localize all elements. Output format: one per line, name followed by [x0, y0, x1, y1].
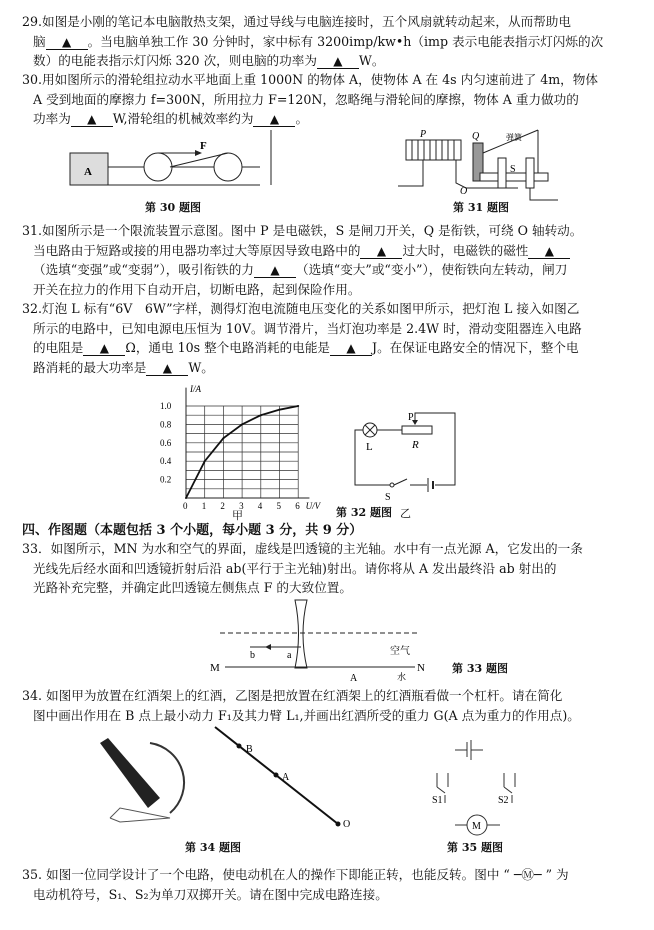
m-label: M [210, 662, 220, 674]
question-line [33, 559, 556, 578]
answer-blank[interactable]: ▲ [330, 341, 372, 356]
x-tick-label: 1 [201, 501, 207, 511]
x-tick-label: 6 [295, 501, 300, 511]
spring-label: 弹簧 [506, 133, 522, 142]
figure-35-circuit [430, 735, 530, 835]
question-line [33, 32, 603, 51]
question-text: 所示的电路中，已知电源电压恒为 10V。调节滑片，当灯泡功率是 2.4W 时，滑动变阻器连入电路 [33, 320, 582, 336]
point-a-label: A [282, 772, 290, 783]
question-text: 图中画出作用在 B 点上最小动力 F₁及其力臂 L₁,并画出红酒所受的重力 G(A 点为重力的作用点)。 [33, 707, 580, 723]
figure-30-pulley [70, 135, 240, 200]
point-o-label: O [343, 819, 351, 830]
q-label: Q [472, 131, 480, 142]
question-text: W。 [188, 359, 214, 375]
answer-blank[interactable]: ▲ [254, 263, 296, 278]
question-text: 路消耗的最大功率是 [33, 359, 147, 375]
y-axis-label: I/A [190, 384, 201, 395]
figure-31-current-limiter [398, 128, 558, 200]
figure-31-caption: 第 31 题图 [453, 201, 509, 214]
answer-blank[interactable]: ▲ [317, 54, 359, 69]
question-line [22, 686, 562, 705]
x-tick-label: 3 [239, 501, 244, 511]
figure-32-caption: 第 32 题图 [336, 506, 392, 519]
s-label: S [510, 164, 516, 175]
question-text: 的电阻是 [33, 340, 84, 355]
figure-34-caption: 第 34 题图 [185, 841, 241, 854]
question-text: 30.用如图所示的滑轮组拉动水平地面上重 1000N 的物体 A，使物体 A 在 4s 内匀速前进了 4m，物体 [22, 72, 598, 87]
iu-chart [160, 385, 330, 515]
data-point [185, 497, 187, 499]
figure-33-lens [205, 600, 435, 685]
question-text: 功率为 [33, 111, 71, 126]
water-label: 水 [397, 672, 407, 682]
question-line [22, 221, 582, 240]
question-text: 33．如图所示，MN 为水和空气的界面，虚线是凹透镜的主光轴。水中有一点光源 A，它发出的一条 [22, 541, 583, 556]
question-line [33, 109, 308, 128]
answer-blank[interactable]: ▲ [360, 244, 402, 259]
answer-blank[interactable]: ▲ [146, 361, 188, 376]
question-text: A 受到地面的摩擦力 f=300N，所用拉力 F=120N，忽略绳与滑轮间的摩擦，物体 A 重力做功的 [33, 91, 579, 107]
question-line [22, 12, 571, 31]
a-label: a [287, 650, 292, 661]
slider-label: P [408, 412, 414, 423]
chart-jia-label: 甲 [232, 509, 243, 522]
y-tick-label: 1.0 [160, 401, 172, 411]
data-point [241, 423, 243, 425]
data-point [222, 437, 224, 439]
question-text: 32.灯泡 L 标有“6V 6W”字样，测得灯泡电流随电压变化的关系如图甲所示，把灯泡 L 接入如图乙 [22, 301, 580, 316]
y-tick-label: 0.8 [160, 419, 172, 430]
question-text: 。当电脑单独工作 30 分钟时，家中标有 3200imp/kw•h（imp 表示电能表指示灯闪烁的次 [87, 33, 604, 49]
lamp-label: L [366, 441, 373, 453]
o-label: O [460, 186, 468, 197]
data-point [260, 414, 262, 416]
x-tick-label: 4 [257, 501, 263, 511]
question-line [33, 338, 579, 357]
question-text: J。在保证电路安全的情况下，整个电 [372, 340, 579, 355]
question-text: 29.如图是小刚的笔记本电脑散热支架，通过导线与电脑连接时，五个风扇就转动起来，从而帮助电 [22, 14, 571, 29]
question-line [33, 260, 567, 279]
y-tick-label: 0.6 [160, 437, 172, 448]
question-line [33, 51, 384, 70]
question-line [33, 90, 579, 109]
x-tick-label: 5 [276, 501, 281, 511]
circuit-yi-label: 乙 [400, 507, 411, 520]
question-line [22, 299, 579, 318]
y-tick-label: 0.4 [160, 456, 172, 467]
x-tick-label: 0 [183, 501, 188, 511]
question-text: 。 [295, 111, 309, 126]
question-text: 开关在拉力的作用下自动开启，切断电路，起到保险作用。 [33, 281, 361, 297]
data-point [204, 460, 206, 462]
figure-30-caption: 第 30 题图 [145, 201, 201, 214]
motor-label: M [472, 821, 481, 832]
answer-blank[interactable]: ▲ [83, 341, 125, 356]
s1-label: S1 [432, 795, 443, 806]
question-text: 光路补充完整，并确定此凹透镜左侧焦点 F 的大致位置。 [33, 580, 352, 595]
wine-rack-picture [100, 738, 185, 828]
question-line [33, 706, 580, 725]
question-text: W,滑轮组的机械效率约为 [112, 111, 254, 126]
block-a-label: A [84, 166, 92, 178]
question-text: 脑 [33, 33, 46, 49]
question-text: 当电路由于短路或接的用电器功率过大等原因导致电路中的 [33, 242, 361, 258]
question-text: 电动机符号，S₁、S₂为单刀双掷开关。请在图中完成电路连接。 [33, 886, 388, 902]
s2-label: S2 [498, 795, 509, 806]
figure-33-caption: 第 33 题图 [452, 662, 508, 675]
n-label: N [417, 662, 425, 674]
question-line [33, 319, 582, 338]
wall [270, 130, 272, 190]
question-line [22, 865, 569, 884]
question-line [33, 358, 214, 377]
question-text: （选填“变强”或“变弱”），吸引衔铁的力 [33, 262, 254, 277]
data-point [279, 409, 281, 411]
question-text: 34. 如图甲为放置在红酒架上的红酒，乙图是把放置在红酒架上的红酒瓶看做一个杠杆。请在简化 [22, 688, 563, 703]
figure-35-caption: 第 35 题图 [447, 841, 503, 854]
question-text: Ω，通电 10s 整个电路消耗的电能是 [125, 340, 331, 355]
question-line [33, 885, 388, 904]
question-text: 31.如图所示是一个限流装置示意图。图中 P 是电磁铁，S 是闸刀开关，Q 是衔铁，可绕 O 轴转动。 [22, 223, 583, 238]
data-point [297, 405, 299, 407]
question-line [22, 539, 583, 558]
x-tick-label: 2 [220, 501, 225, 511]
question-text: 过大时，电磁铁的磁性 [402, 242, 529, 258]
source-a-label: A [350, 673, 358, 684]
point-b-label: B [246, 744, 253, 755]
question-line [33, 280, 360, 299]
y-tick-label: 0.2 [160, 474, 172, 485]
answer-blank[interactable]: ▲ [46, 35, 88, 50]
force-f-label: F [200, 140, 207, 152]
question-line [22, 70, 598, 89]
answer-blank[interactable]: ▲ [71, 112, 113, 127]
question-text: （选填“变大”或“变小”），使衔铁向左转动，闸刀 [295, 262, 568, 277]
answer-blank[interactable]: ▲ [528, 244, 570, 259]
air-label: 空气 [390, 646, 410, 657]
resistor-label: R [412, 439, 419, 451]
question-line [33, 241, 570, 260]
b-label: b [250, 650, 255, 661]
question-text: 35. 如图一位同学设计了一个电路，使电动机在人的操作下即能正转，也能反转。图中 “ ─Ⓜ─ ” 为 [22, 867, 569, 882]
section-4-title: 四、作图题（本题包括 3 个小题，每小题 3 分，共 9 分） [22, 523, 363, 538]
question-text: 数）的电能表指示灯闪烁 320 次，则电脑的功率为 [33, 53, 317, 68]
figure-32-circuit [350, 410, 460, 503]
question-line [33, 578, 352, 597]
question-text: 光线先后经水面和凹透镜折射后沿 ab(平行于主光轴)射出。请你将从 A 发出最终沿 ab 射出的 [33, 560, 557, 576]
p-label: P [420, 129, 427, 140]
answer-blank[interactable]: ▲ [253, 112, 295, 127]
lever-diagram [215, 727, 355, 830]
question-text: W。 [358, 53, 385, 68]
switch-label: S [385, 492, 391, 503]
x-axis-label: U/V [305, 501, 321, 511]
